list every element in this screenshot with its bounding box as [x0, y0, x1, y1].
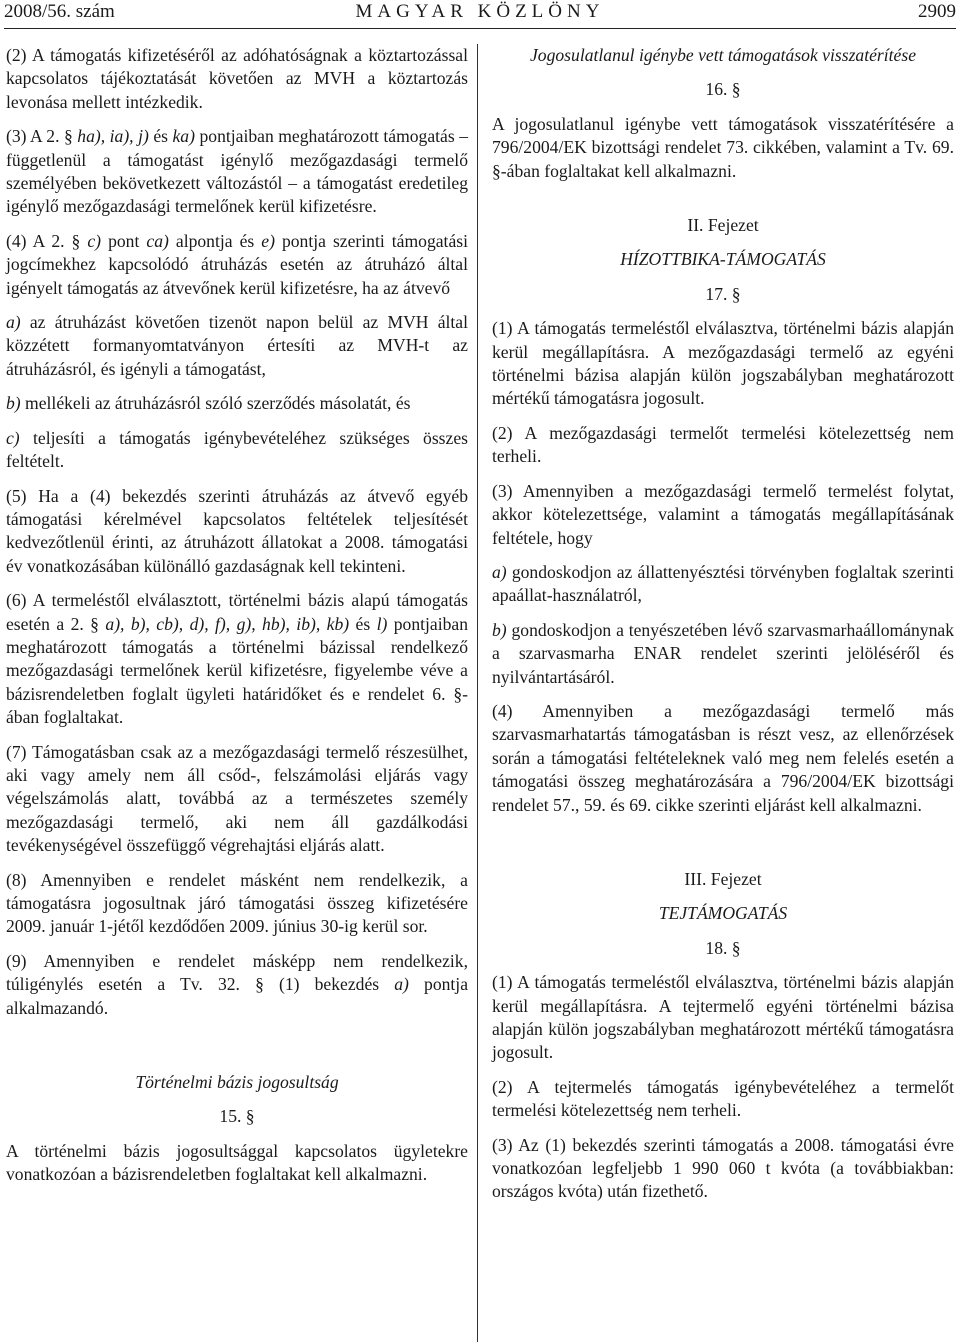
issue-number: 2008/56. szám: [4, 1, 115, 22]
paragraph-5: (5) Ha a (4) bekezdés szerinti átruházás az átvevő egyéb támogatási kérelmével kapcsolatos feltételek teljesítését kedvezőtlenül érinti, az átruházott állatokat a 2008. támogatási év vonatkozásában különálló gazdaságnak kell tekinteni.: [6, 485, 468, 576]
point-17-a: a) gondoskodjon az állattenyésztési törvényben foglaltak szerinti apaállat-használatról,: [492, 561, 954, 606]
left-column: [6, 44, 468, 1198]
paragraph-6: (6) A termeléstől elválasztott, történelmi bázis alapú támogatás esetén a 2. § a), b), cb), d), f), g), hb), ib), kb) és l) pontjaiban meghatározott támogatás a történelmi bázissal rendelkező mezőgazdasági termelőnek kerül kifizetésre, figyelembe véve a bázisrendeletben foglalt ügyleti határidőket és e rendelet 6. §-ában foglaltakat.: [6, 590, 469, 728]
paragraph-3: (3) A 2. § ha), ia), j) és ka) pontjaiban meghatározott támogatás – függetlenül a támogatást igénylő mezőgazdasági termelő személyében bekövetkezett változástól – a támogatást eredetileg igénylő mezőgazdasági termelőnek kerül kifizetésre.: [6, 126, 468, 217]
chapter-3-label: III. Fejezet: [684, 868, 762, 889]
page-header: [4, 0, 956, 29]
paragraph-17-2: (2) A mezőgazdasági termelőt termelési kötelezettség nem terheli.: [492, 422, 954, 467]
point-a: a) az átruházást követően tizenöt napon belül az MVH által közzétett formanyomtatványon értesíti az MVH-t az átruházásról, és igényli a támogatást,: [6, 312, 468, 379]
paragraph-15: A történelmi bázis jogosultsággal kapcsolatos ügyletekre vonatkozóan a bázisrendeletben foglaltakat kell alkalmazni.: [6, 1140, 468, 1185]
chapter-2-title: HÍZOTTBIKA-TÁMOGATÁS: [620, 249, 826, 270]
chapter-3-title: TEJTÁMOGATÁS: [658, 903, 788, 924]
section-heading-repayment: Jogosulatlanul igénybe vett támogatások visszatérítése: [529, 45, 916, 65]
paragraph-4: (4) A 2. § c) pont ca) alpontja és e) pontja szerinti támogatási jogcímekhez kapcsolódó átruházás esetén az átruházó által igényelt támogatás az átvevőnek kerül kifizetésre, ha az átvevő: [6, 230, 468, 298]
publication-title: MAGYAR KÖZLÖNY: [355, 1, 605, 22]
paragraph-18-1: (1) A támogatás termeléstől elválasztva, történelmi bázis alapján kerül megállapításra. A tejtermelő egyéni történelmi bázisa alapján külön jogszabályban meghatározott mértékű támogatásra jogosult.: [492, 972, 954, 1063]
page-number: 2909: [918, 1, 956, 22]
paragraph-16: A jogosulatlanul igénybe vett támogatások visszatérítésére a 796/2004/EK bizottsági rendelet 73. cikkében, valamint a Tv. 69. §-ában foglaltakat kell alkalmazni.: [492, 113, 954, 181]
paragraph-17-3: (3) Amennyiben a mezőgazdasági termelő termelést folytat, akkor kötelezettsége, valamint a támogatás megállapításának feltétele, hogy: [492, 480, 954, 548]
section-17-number: 17. §: [705, 283, 741, 304]
section-16-number: 16. §: [705, 79, 741, 100]
point-17-b: b) gondoskodjon a tenyészetében lévő szarvasmarhaállománynak a szarvasmarha ENAR rendelet szerinti jelöléséről és nyilvántartásáról.: [492, 619, 954, 687]
paragraph-17-4: (4) Amennyiben a mezőgazdasági termelő más szarvasmarhatartás támogatásban is részt vesz, az ellenőrzések során a támogatási feltételeknek való meg nem felelés esetén a támogatási összeg meghatározására a 796/2004/EK bizottsági rendelet 57., 59. és 69. cikke szerinti eljárást kell alkalmazni.: [492, 700, 954, 815]
section-15-number: 15. §: [219, 1106, 255, 1127]
point-b: b) mellékeli az átruházásról szóló szerződés másolatát, és: [6, 393, 411, 414]
point-c: c) teljesíti a támogatás igénybevételéhez szükséges összes feltételt.: [6, 427, 468, 472]
section-18-number: 18. §: [705, 937, 741, 958]
paragraph-7: (7) Támogatásban csak az a mezőgazdasági termelő részesülhet, aki vagy amely nem áll csőd-, felszámolási eljárás vagy végelszámolás alatt, továbbá az a természetes személy mezőgazdasági termelő, aki nem áll gazdálkodási tevékenységével összefüggő végrehajtási eljárás alatt.: [6, 741, 468, 856]
paragraph-17-1: (1) A támogatás termeléstől elválasztva, történelmi bázis alapján kerül megállapításra. A mezőgazdasági termelő az egyéni történelmi bázisa alapján külön jogszabályban meghatározott mértékű támogatásra jogosult.: [492, 318, 954, 409]
paragraph-18-2: (2) A tejtermelés támogatás igénybevételéhez a termelőt termelési kötelezettség nem terheli.: [492, 1076, 954, 1121]
paragraph-2: (2) A támogatás kifizetéséről az adóhatóságnak a köztartozással kapcsolatos tájékoztatását követően az MVH a köztartozás levonása mellett intézkedik.: [6, 45, 468, 112]
chapter-2-label: II. Fejezet: [687, 215, 759, 236]
paragraph-9: (9) Amennyiben e rendelet másképp nem rendelkezik, túligénylés esetén a Tv. 32. § (1) bekezdés a) pontja alkalmazandó.: [6, 950, 469, 1018]
right-column: [492, 44, 954, 1215]
section-heading-historical-base: Történelmi bázis jogosultság: [135, 1072, 339, 1093]
paragraph-8: (8) Amennyiben e rendelet másként nem rendelkezik, a támogatásra jogosultnak járó támogatási összeg kifizetésére 2009. január 1-jétől kezdődően 2009. június 30-ig kerül sor.: [6, 869, 468, 937]
paragraph-18-3: (3) Az (1) bekezdés szerinti támogatás a 2008. támogatási évre vonatkozóan legfeljebb 1 990 060 t kvóta (a továbbiakban: országos kvóta) után fizethető.: [492, 1134, 954, 1202]
column-divider: [477, 44, 478, 1342]
